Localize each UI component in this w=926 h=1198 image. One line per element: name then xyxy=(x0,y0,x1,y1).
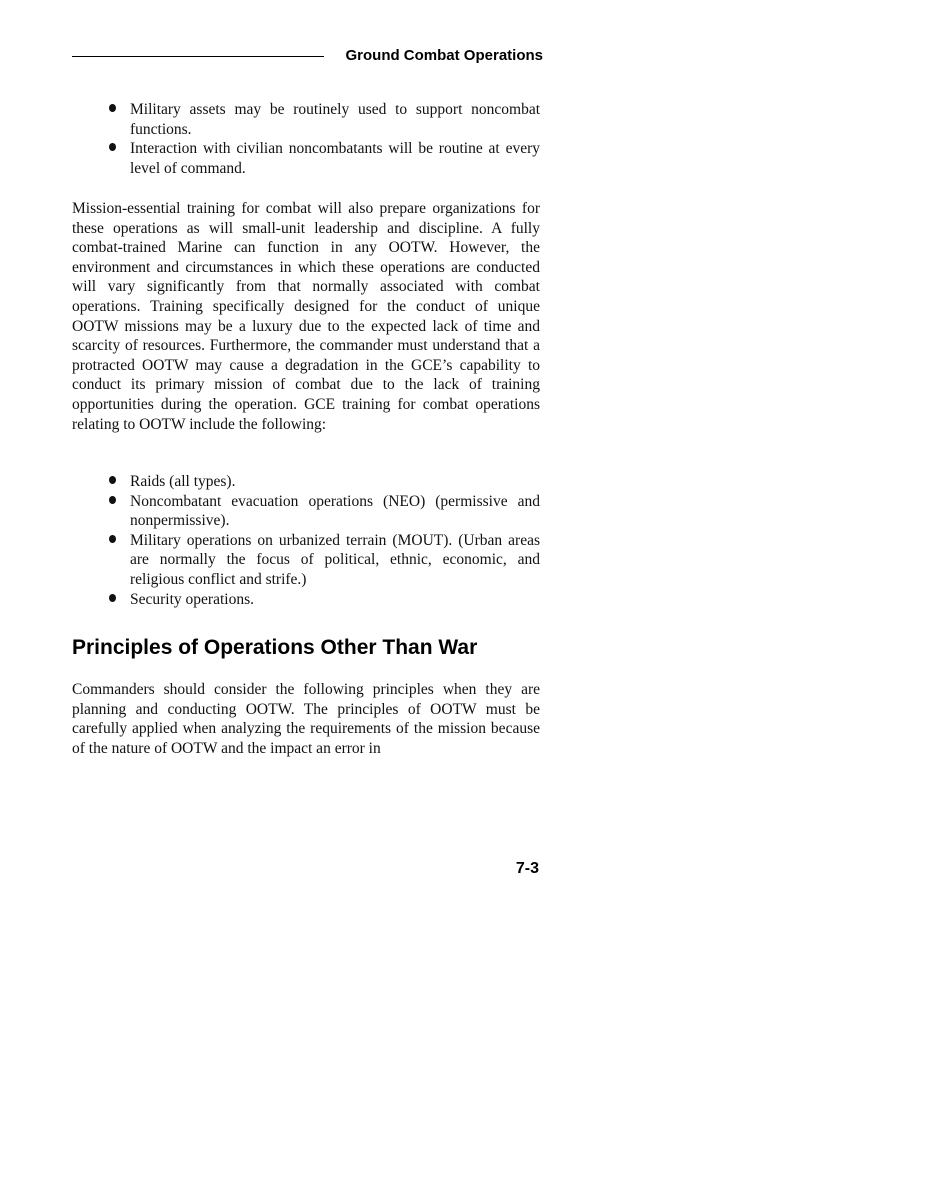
bullet-icon xyxy=(109,104,116,112)
list-item xyxy=(130,590,540,610)
list-item-text: Interaction with civilian noncombatants will be routine at every level of command. xyxy=(130,140,540,177)
header-title: Ground Combat Operations xyxy=(345,47,543,64)
list-item xyxy=(130,139,540,178)
bullet-list-top xyxy=(130,100,540,178)
page-number: 7-3 xyxy=(515,860,539,877)
bullet-icon xyxy=(109,594,116,602)
list-item-text: Noncombatant evacuation operations (NEO) (permissive and nonpermissive). xyxy=(130,492,540,530)
list-item-text: Military operations on urbanized terrain (MOUT). (Urban areas are normally the focus of political, ethnic, economic, and religious conflict and strife.) xyxy=(130,531,540,588)
bullet-icon xyxy=(109,496,116,504)
header-rule xyxy=(72,56,324,57)
paragraph-principles: Commanders should consider the following principles when they are planning and conducting OOTW. The principles of OOTW must be carefully applied when analyzing the requirements of the mission because of the nature of OOTW and the impact an error in xyxy=(72,681,540,757)
list-item-text: Raids (all types). xyxy=(130,473,236,490)
list-item-text: Security operations. xyxy=(130,590,254,608)
running-header xyxy=(72,46,543,66)
bullet-icon xyxy=(109,535,116,543)
list-item xyxy=(130,100,540,139)
bullet-icon xyxy=(109,476,116,484)
bullet-list-training xyxy=(130,472,540,609)
list-item xyxy=(130,472,540,492)
list-item xyxy=(130,531,540,590)
paragraph-training: Mission-essential training for combat will also prepare organizations for these operations as will small-unit leadership and discipline. A fully combat-trained Marine can function in any OOTW. However, the environment and circumstances in which these operations are conducted will vary significantly from that normally associated with combat operations. Training specifically designed for the conduct of unique OOTW missions may be a luxury due to the expected lack of time and scarcity of resources. Furthermore, the commander must understand that a protracted OOTW may cause a degradation in the GCE’s capability to conduct its primary mission of combat due to the lack of training opportunities during the operation. GCE training for combat operations relating to OOTW include the following: xyxy=(72,200,540,433)
section-heading: Principles of Operations Other Than War xyxy=(72,636,478,659)
bullet-icon xyxy=(109,143,116,151)
list-item-text: Military assets may be routinely used to support noncombat functions. xyxy=(130,101,540,138)
list-item xyxy=(130,492,540,531)
